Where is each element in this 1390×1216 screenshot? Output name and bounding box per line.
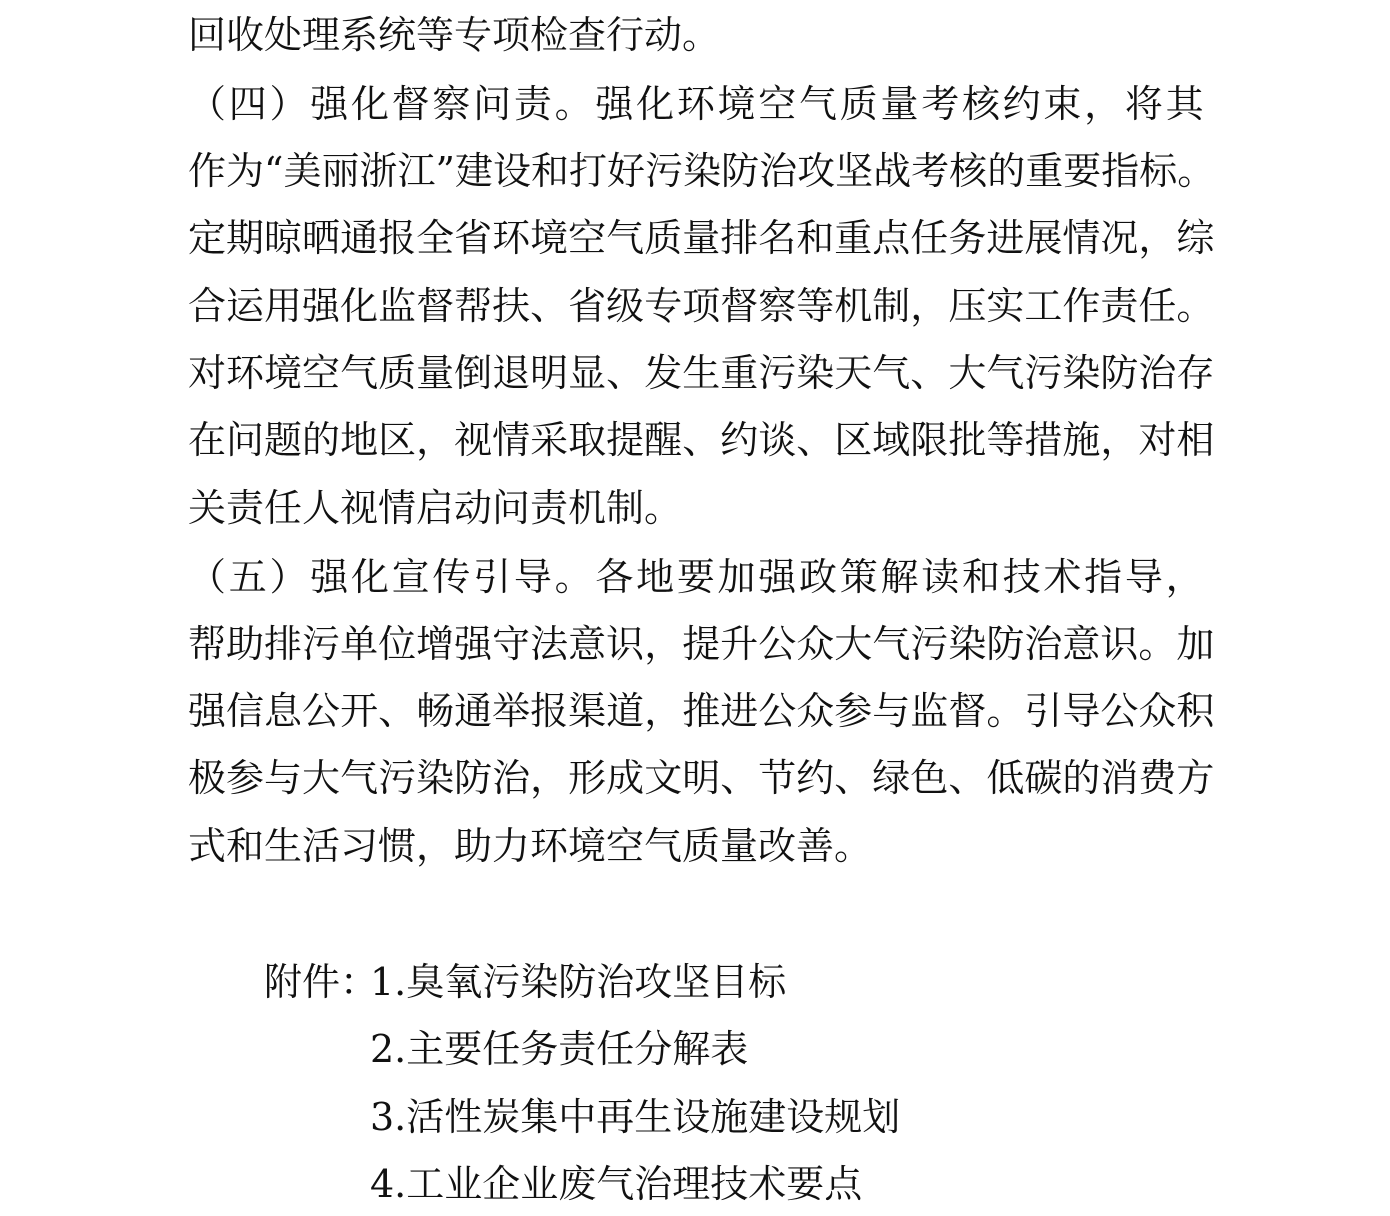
glyph: 强 [454,622,493,666]
glyph: 重 [1025,149,1064,193]
glyph: 众 [796,689,835,733]
glyph: 、 [720,756,759,800]
glyph: 守 [492,622,531,666]
glyph: 制 [872,284,911,328]
glyph: 助 [226,622,265,666]
glyph: 加 [717,555,756,599]
glyph: 发 [644,351,683,395]
glyph: 要 [1063,149,1102,193]
glyph: 提 [682,622,721,666]
glyph: 进 [986,216,1025,260]
glyph: 形 [568,756,607,800]
glyph: 、 [796,418,835,462]
glyph: 气 [799,82,838,126]
glyph: 好 [607,149,646,193]
glyph: 将 [1124,82,1163,126]
glyph: 强 [758,555,797,599]
glyph: ， [910,284,949,328]
glyph: 浙 [359,149,398,193]
glyph: 、 [834,756,873,800]
glyph: “ [264,149,284,193]
glyph: 化 [636,82,675,126]
glyph: 项 [682,284,721,328]
glyph: 退 [492,351,531,395]
glyph: 气 [872,351,911,395]
glyph: 倒 [454,351,493,395]
glyph: 色 [910,756,949,800]
glyph: 污 [378,756,417,800]
glyph: 策 [839,555,878,599]
glyph: 机 [834,284,873,328]
glyph: 作 [1062,284,1101,328]
glyph: 设 [492,149,531,193]
glyph: 等 [796,284,835,328]
glyph: 污 [1024,351,1063,395]
glyph: 督 [391,82,430,126]
glyph: 量 [682,216,721,260]
glyph: 为 [226,149,265,193]
glyph: 其 [1165,82,1204,126]
glyph: 醒 [644,418,683,462]
glyph: 措 [1024,418,1063,462]
glyph: 污 [758,351,797,395]
glyph: 区 [378,418,417,462]
glyph: ， [644,689,683,733]
glyph: 帮 [454,284,493,328]
glyph: 引 [1024,689,1063,733]
glyph: 气 [606,216,645,260]
glyph: 防 [986,622,1025,666]
glyph: 环 [492,216,531,260]
glyph: 防 [1100,351,1139,395]
glyph: 染 [1062,351,1101,395]
glyph: 各 [595,555,634,599]
glyph: 道 [606,689,645,733]
glyph: 束 [1043,82,1082,126]
glyph: 限 [910,418,949,462]
glyph: 指 [1084,555,1123,599]
glyph: 工 [1024,284,1063,328]
glyph: 。 [554,82,593,126]
glyph: 大 [948,351,987,395]
glyph: 对 [188,351,227,395]
glyph: 进 [720,689,759,733]
glyph: 公 [302,689,341,733]
glyph: 空 [568,216,607,260]
glyph: 提 [606,418,645,462]
glyph: 美 [283,149,322,193]
glyph: 明 [682,756,721,800]
glyph: 综 [1176,216,1215,260]
glyph: 。 [1176,284,1215,328]
glyph: 环 [676,82,715,126]
glyph: 气 [340,756,379,800]
glyph: 的 [1062,756,1101,800]
glyph: 低 [986,756,1025,800]
glyph: 的 [987,149,1026,193]
glyph: 渠 [568,689,607,733]
glyph: 与 [872,689,911,733]
attachment-item: 1.臭氧污染防治攻坚目标 [370,960,787,1004]
glyph: 全 [416,216,455,260]
glyph: 识 [606,622,645,666]
glyph: 气 [340,351,379,395]
glyph: 监 [910,689,949,733]
glyph: ， [416,418,455,462]
glyph: 强 [302,284,341,328]
glyph: 量 [880,82,919,126]
glyph: 报 [530,689,569,733]
glyph: 污 [910,622,949,666]
glyph: 境 [264,351,303,395]
glyph: 晾 [264,216,303,260]
glyph: 务 [948,216,987,260]
glyph: 督 [720,284,759,328]
glyph: 开 [340,689,379,733]
glyph: 在 [188,418,227,462]
glyph: 。 [1177,149,1216,193]
glyph: 谈 [758,418,797,462]
glyph: 境 [717,82,756,126]
paragraph-line [188,214,1215,262]
glyph: 化 [350,555,389,599]
glyph: 报 [378,216,417,260]
glyph: ， [1084,82,1123,126]
glyph: ， [1138,216,1177,260]
glyph: 强 [310,82,349,126]
glyph: 化 [340,284,379,328]
glyph: ） [269,555,308,599]
glyph: 加 [1176,622,1215,666]
glyph: 强 [310,555,349,599]
paragraph-line [188,687,1215,735]
glyph: （ [188,555,227,599]
glyph: 帮 [188,622,227,666]
glyph: 和 [796,216,835,260]
glyph: 方 [1176,756,1215,800]
glyph: 天 [834,351,873,395]
glyph: 治 [1138,351,1177,395]
glyph: 治 [759,149,798,193]
glyph: 通 [340,216,379,260]
glyph: 和 [961,555,1000,599]
glyph: 排 [264,622,303,666]
glyph: 江 [397,149,436,193]
glyph: 意 [1062,622,1101,666]
glyph: 地 [340,418,379,462]
glyph: 节 [758,756,797,800]
glyph: 公 [758,622,797,666]
paragraph-line [188,754,1215,802]
glyph: 公 [1100,689,1139,733]
glyph: 施 [1062,418,1101,462]
glyph: （ [188,82,227,126]
glyph: 作 [188,149,227,193]
glyph: 污 [645,149,684,193]
glyph: 专 [644,284,683,328]
glyph: ， [644,622,683,666]
glyph: 攻 [797,149,836,193]
glyph: ） [269,82,308,126]
glyph: 法 [530,622,569,666]
glyph: 术 [1043,555,1082,599]
glyph: 染 [948,622,987,666]
glyph: 费 [1138,756,1177,800]
attachments-label: 附件： [264,960,379,1004]
glyph: 级 [606,284,645,328]
glyph: 用 [264,284,303,328]
glyph: 推 [682,689,721,733]
paragraph-line [188,620,1215,668]
glyph: 、 [378,689,417,733]
glyph: 定 [188,216,227,260]
glyph: 导 [1062,689,1101,733]
glyph: 文 [644,756,683,800]
glyph: 问 [226,418,265,462]
paragraph-line [188,147,1216,195]
glyph: 生 [682,351,721,395]
glyph: 点 [872,216,911,260]
glyph: 位 [378,622,417,666]
glyph: 化 [350,82,389,126]
glyph: 核 [961,82,1000,126]
glyph: 、 [682,418,721,462]
glyph: 考 [911,149,950,193]
glyph: 染 [416,756,455,800]
glyph: 相 [1176,418,1215,462]
glyph: 政 [799,555,838,599]
glyph: 极 [188,756,227,800]
glyph: 宣 [391,555,430,599]
glyph: 众 [796,622,835,666]
glyph: 气 [872,622,911,666]
section-heading-line [188,80,1204,128]
glyph: 重 [720,351,759,395]
glyph: 视 [454,418,493,462]
glyph: 战 [873,149,912,193]
glyph: 对 [1138,418,1177,462]
glyph: 指 [1101,149,1140,193]
glyph: 地 [636,555,675,599]
glyph: 督 [416,284,455,328]
glyph: 解 [880,555,919,599]
glyph: 空 [758,82,797,126]
glyph: 众 [1138,689,1177,733]
glyph: 监 [378,284,417,328]
glyph: 强 [188,689,227,733]
glyph: 责 [513,82,552,126]
glyph: 读 [921,555,960,599]
glyph: 运 [226,284,265,328]
glyph: 防 [721,149,760,193]
glyph: 打 [569,149,608,193]
glyph: 质 [378,351,417,395]
glyph: 责 [1100,284,1139,328]
glyph: 压 [948,284,987,328]
glyph: 重 [834,216,873,260]
glyph: 、 [948,756,987,800]
glyph: 强 [595,82,634,126]
glyph: 等 [986,418,1025,462]
glyph: 扶 [492,284,531,328]
glyph: ， [1100,418,1139,462]
glyph: 、 [530,284,569,328]
glyph: 与 [264,756,303,800]
paragraph-line [188,416,1215,464]
glyph: 任 [1138,284,1177,328]
glyph: 察 [758,284,797,328]
paragraph-line: 关责任人视情启动问责机制。 [188,486,683,530]
glyph: 消 [1100,756,1139,800]
glyph: 情 [1062,216,1101,260]
glyph: 息 [264,689,303,733]
glyph: 的 [302,418,341,462]
glyph: 存 [1176,351,1215,395]
glyph: 碳 [1024,756,1063,800]
glyph: 导 [1124,555,1163,599]
glyph: ， [1165,555,1204,599]
glyph: 参 [226,756,265,800]
glyph: 质 [839,82,878,126]
attachment-item: 4.工业企业废气治理技术要点 [370,1162,863,1206]
glyph: 实 [986,284,1025,328]
glyph: 坚 [835,149,874,193]
glyph: 参 [834,689,873,733]
glyph: 约 [796,756,835,800]
attachment-item: 3.活性炭集中再生设施建设规划 [370,1095,901,1139]
glyph: 名 [758,216,797,260]
glyph: 批 [948,418,987,462]
glyph: 环 [226,351,265,395]
glyph: 五 [228,555,267,599]
glyph: 治 [492,756,531,800]
glyph: 量 [416,351,455,395]
glyph: 期 [226,216,265,260]
glyph: 增 [416,622,455,666]
glyph: 畅 [416,689,455,733]
glyph: 公 [758,689,797,733]
glyph: 展 [1024,216,1063,260]
glyph: 升 [720,622,759,666]
glyph: 域 [872,418,911,462]
glyph: 取 [568,418,607,462]
glyph: 合 [188,284,227,328]
glyph: 大 [834,622,873,666]
glyph: 单 [340,622,379,666]
glyph: 信 [226,689,265,733]
glyph: 察 [432,82,471,126]
glyph: 和 [531,149,570,193]
glyph: 核 [949,149,988,193]
glyph: ” [435,149,455,193]
glyph: 任 [910,216,949,260]
paragraph-line [188,349,1215,397]
paragraph-line: 式和生活习惯，助力环境空气质量改善。 [188,824,873,868]
glyph: 约 [720,418,759,462]
glyph: 省 [454,216,493,260]
glyph: 丽 [321,149,360,193]
glyph: 气 [986,351,1025,395]
attachment-item: 2.主要任务责任分解表 [370,1027,749,1071]
paragraph-line [188,282,1215,330]
glyph: 排 [720,216,759,260]
glyph: 情 [492,418,531,462]
glyph: 举 [492,689,531,733]
glyph: 质 [644,216,683,260]
glyph: 。 [986,689,1025,733]
glyph: 境 [530,216,569,260]
glyph: 导 [513,555,552,599]
glyph: 况 [1100,216,1139,260]
glyph: 染 [796,351,835,395]
glyph: 绿 [872,756,911,800]
glyph: 引 [473,555,512,599]
glyph: 治 [1024,622,1063,666]
glyph: 成 [606,756,645,800]
glyph: 。 [554,555,593,599]
glyph: 通 [454,689,493,733]
glyph: 传 [432,555,471,599]
glyph: 技 [1002,555,1041,599]
glyph: 问 [473,82,512,126]
glyph: 、 [606,351,645,395]
glyph: 省 [568,284,607,328]
glyph: ， [530,756,569,800]
glyph: 要 [676,555,715,599]
paragraph-line: 回收处理系统等专项检查行动。 [188,13,721,57]
glyph: 明 [530,351,569,395]
glyph: 晒 [302,216,341,260]
glyph: 防 [454,756,493,800]
glyph: 染 [683,149,722,193]
glyph: 、 [910,351,949,395]
glyph: 标 [1139,149,1178,193]
glyph: 四 [228,82,267,126]
glyph: 积 [1176,689,1215,733]
glyph: 题 [264,418,303,462]
glyph: 采 [530,418,569,462]
glyph: 污 [302,622,341,666]
glyph: 。 [1138,622,1177,666]
glyph: 大 [302,756,341,800]
glyph: 区 [834,418,873,462]
glyph: 建 [454,149,493,193]
section-heading-line [188,553,1204,601]
glyph: 识 [1100,622,1139,666]
glyph: 意 [568,622,607,666]
glyph: 约 [1002,82,1041,126]
glyph: 考 [921,82,960,126]
glyph: 督 [948,689,987,733]
glyph: 显 [568,351,607,395]
glyph: 空 [302,351,341,395]
